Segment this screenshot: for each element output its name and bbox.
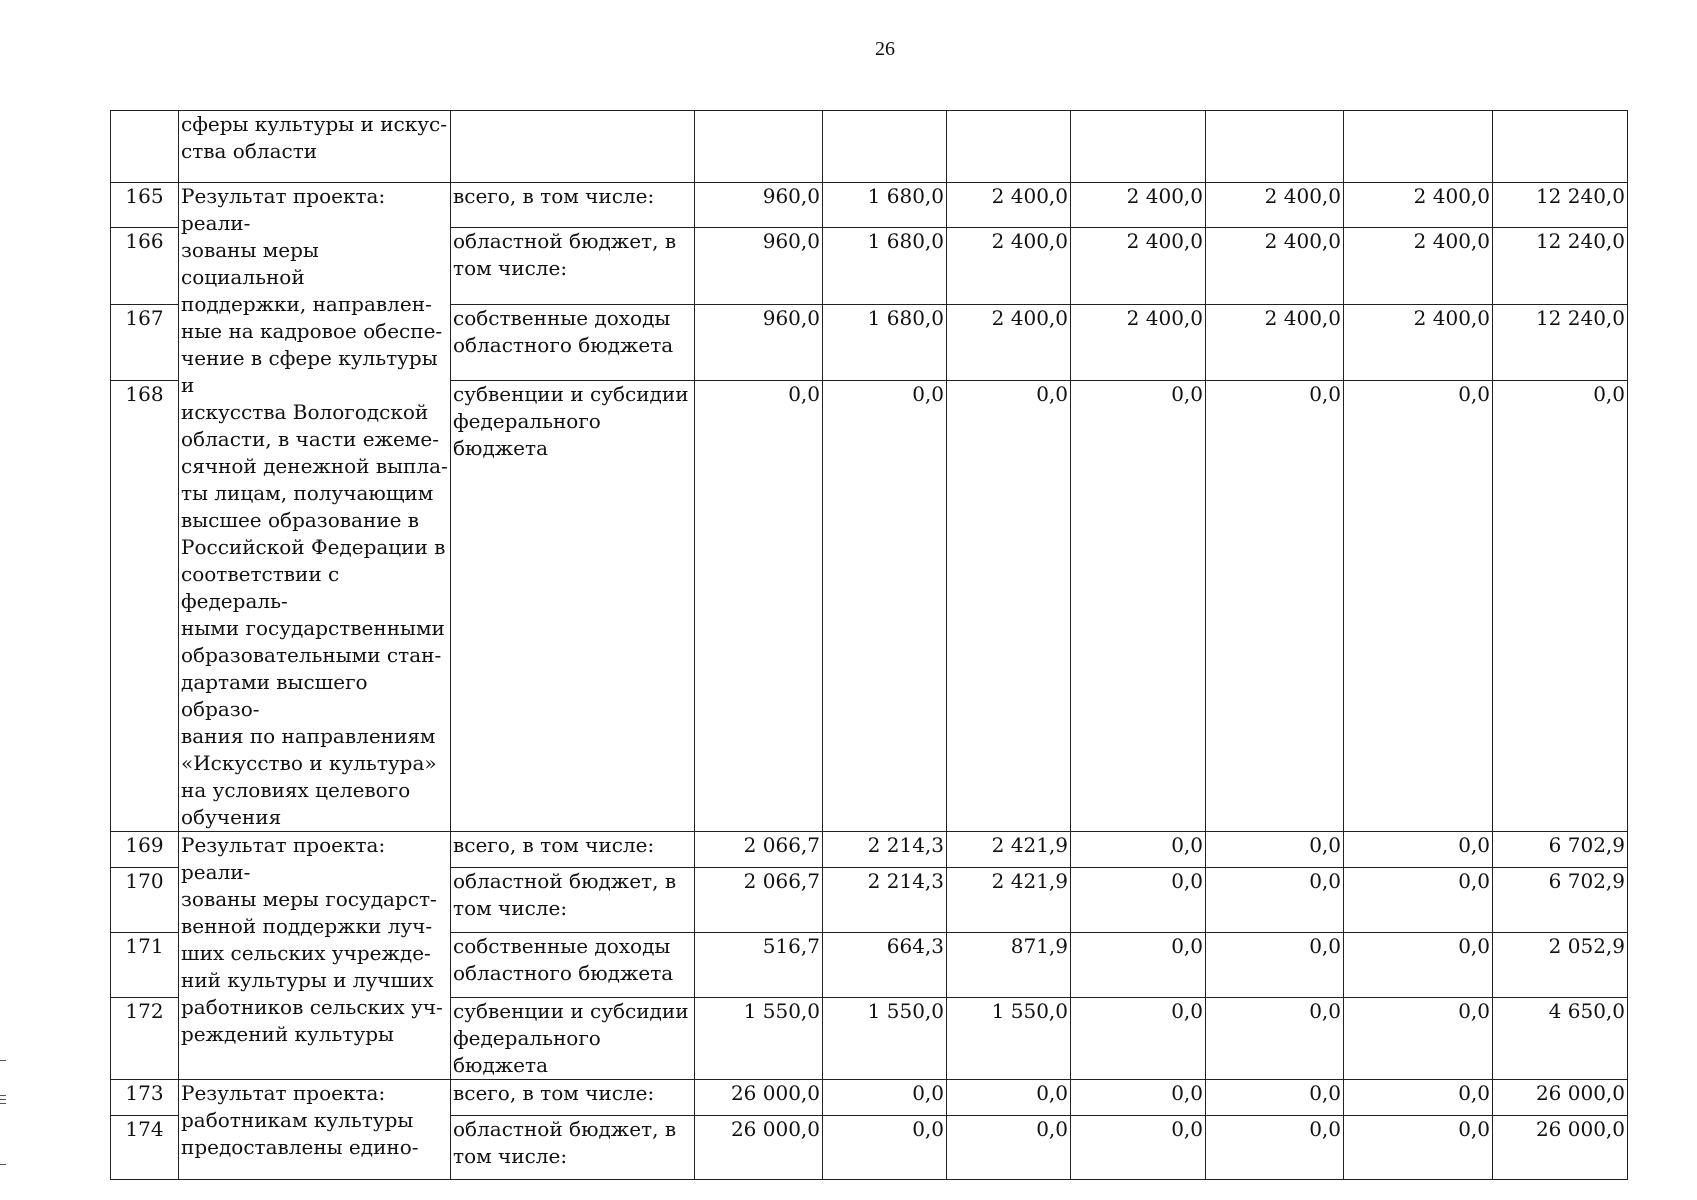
value-cell: 0,0 — [1071, 933, 1206, 998]
value-cell: 0,0 — [823, 1080, 947, 1116]
value-cell: 1 680,0 — [823, 304, 947, 380]
value-cell: 2 214,3 — [823, 868, 947, 933]
value-cell: 2 400,0 — [1344, 183, 1493, 228]
table-row — [111, 832, 1628, 868]
value-cell: 1 550,0 — [695, 998, 823, 1080]
table-row — [111, 183, 1628, 228]
value-cell — [823, 111, 947, 183]
row-number: 170 — [111, 868, 179, 933]
funding-source: областной бюджет, в том числе: — [451, 868, 695, 933]
value-cell: 26 000,0 — [1493, 1116, 1628, 1180]
value-cell: 0,0 — [1206, 933, 1344, 998]
value-cell: 0,0 — [1071, 832, 1206, 868]
value-cell: 0,0 — [1344, 933, 1493, 998]
value-cell: 26 000,0 — [1493, 1080, 1628, 1116]
value-cell: 1 550,0 — [947, 998, 1071, 1080]
budget-table — [110, 110, 1628, 1180]
row-number: 172 — [111, 998, 179, 1080]
row-number: 173 — [111, 1080, 179, 1116]
value-cell: 2 421,9 — [947, 868, 1071, 933]
value-cell — [695, 111, 823, 183]
value-cell: 2 400,0 — [1071, 227, 1206, 304]
value-cell: 516,7 — [695, 933, 823, 998]
value-cell: 960,0 — [695, 227, 823, 304]
value-cell: 0,0 — [1344, 1080, 1493, 1116]
funding-source: всего, в том числе: — [451, 183, 695, 228]
value-cell: 2 214,3 — [823, 832, 947, 868]
row-description — [179, 1080, 451, 1180]
funding-source: субвенции и субсидии федерального бюджета — [451, 380, 695, 831]
funding-source: всего, в том числе: — [451, 832, 695, 868]
page-number: 26 — [875, 38, 895, 60]
description-text: Результат проекта: реали- зованы меры социальной поддержки, направлен- ные на кадровое обеспе- чение в сфере культуры и искусства Вологодской области, в части ежеме- сячной денежной выпла- ты лицам, получающим высшее образование в Российской Федерации в соответствии с федераль- ными государственными образовательными стан- дартами высшего образо- вания по направлениям «Искусство и культура» на условиях целевого обучения — [181, 184, 448, 829]
value-cell: 0,0 — [1206, 868, 1344, 933]
value-cell: 2 400,0 — [1206, 183, 1344, 228]
value-cell: 2 400,0 — [947, 304, 1071, 380]
value-cell: 2 066,7 — [695, 832, 823, 868]
value-cell: 0,0 — [1071, 380, 1206, 831]
value-cell: 2 400,0 — [1071, 304, 1206, 380]
row-number: 171 — [111, 933, 179, 998]
value-cell: 6 702,9 — [1493, 832, 1628, 868]
value-cell — [1344, 111, 1493, 183]
value-cell: 2 400,0 — [947, 227, 1071, 304]
value-cell: 2 400,0 — [1071, 183, 1206, 228]
value-cell: 0,0 — [1206, 1080, 1344, 1116]
description-text: Результат проекта: работникам культуры предоставлены едино- — [181, 1081, 419, 1159]
value-cell: 1 680,0 — [823, 227, 947, 304]
funding-source: всего, в том числе: — [451, 1080, 695, 1116]
value-cell: 2 400,0 — [1344, 227, 1493, 304]
value-cell: 960,0 — [695, 183, 823, 228]
value-cell: 664,3 — [823, 933, 947, 998]
value-cell: 0,0 — [823, 1116, 947, 1180]
row-number: 174 — [111, 1116, 179, 1180]
value-cell: 2 052,9 — [1493, 933, 1628, 998]
row-description — [179, 111, 451, 183]
value-cell: 2 421,9 — [947, 832, 1071, 868]
row-description — [179, 832, 451, 1080]
value-cell: 0,0 — [1493, 380, 1628, 831]
value-cell: 0,0 — [1071, 1080, 1206, 1116]
row-number: 166 — [111, 227, 179, 304]
value-cell: 0,0 — [1344, 380, 1493, 831]
value-cell: 12 240,0 — [1493, 304, 1628, 380]
value-cell: 2 066,7 — [695, 868, 823, 933]
value-cell: 0,0 — [1206, 998, 1344, 1080]
value-cell: 12 240,0 — [1493, 227, 1628, 304]
value-cell: 871,9 — [947, 933, 1071, 998]
funding-source: областной бюджет, в том числе: — [451, 1116, 695, 1180]
value-cell: 0,0 — [1206, 1116, 1344, 1180]
value-cell: 6 702,9 — [1493, 868, 1628, 933]
value-cell: 0,0 — [1071, 868, 1206, 933]
value-cell: 2 400,0 — [1206, 304, 1344, 380]
value-cell: 26 000,0 — [695, 1080, 823, 1116]
value-cell: 0,0 — [947, 1080, 1071, 1116]
value-cell: 0,0 — [1206, 832, 1344, 868]
value-cell: 960,0 — [695, 304, 823, 380]
value-cell: 0,0 — [1071, 1116, 1206, 1180]
row-number: 165 — [111, 183, 179, 228]
row-description — [179, 183, 451, 832]
table-row — [111, 111, 1628, 183]
value-cell: 0,0 — [947, 380, 1071, 831]
value-cell — [1493, 111, 1628, 183]
funding-source: собственные доходы областного бюджета — [451, 304, 695, 380]
row-number: 168 — [111, 380, 179, 831]
value-cell: 0,0 — [1344, 1116, 1493, 1180]
value-cell — [947, 111, 1071, 183]
funding-source: областной бюджет, в том числе: — [451, 227, 695, 304]
value-cell: 0,0 — [695, 380, 823, 831]
value-cell: 0,0 — [1344, 998, 1493, 1080]
value-cell: 2 400,0 — [1344, 304, 1493, 380]
value-cell: 0,0 — [1344, 832, 1493, 868]
value-cell: 0,0 — [1206, 380, 1344, 831]
value-cell: 2 400,0 — [947, 183, 1071, 228]
value-cell — [1071, 111, 1206, 183]
value-cell — [1206, 111, 1344, 183]
row-number: 167 — [111, 304, 179, 380]
funding-source — [451, 111, 695, 183]
value-cell: 4 650,0 — [1493, 998, 1628, 1080]
row-number: 169 — [111, 832, 179, 868]
funding-source: субвенции и субсидии федерального бюджета — [451, 998, 695, 1080]
row-number — [111, 111, 179, 183]
value-cell: 0,0 — [947, 1116, 1071, 1180]
description-text: сферы культуры и искус- ства области — [181, 112, 447, 163]
margin-scan-marks — [0, 1060, 8, 1165]
funding-source: собственные доходы областного бюджета — [451, 933, 695, 998]
value-cell: 2 400,0 — [1206, 227, 1344, 304]
value-cell: 0,0 — [823, 380, 947, 831]
value-cell: 0,0 — [1071, 998, 1206, 1080]
description-text: Результат проекта: реали- зованы меры государст- венной поддержки луч- ших сельских учрежде- ний культуры и лучших работников сельских уч- реждений культуры — [181, 833, 443, 1046]
value-cell: 26 000,0 — [695, 1116, 823, 1180]
value-cell: 1 550,0 — [823, 998, 947, 1080]
value-cell: 1 680,0 — [823, 183, 947, 228]
value-cell: 0,0 — [1344, 868, 1493, 933]
table-row — [111, 1080, 1628, 1116]
value-cell: 12 240,0 — [1493, 183, 1628, 228]
